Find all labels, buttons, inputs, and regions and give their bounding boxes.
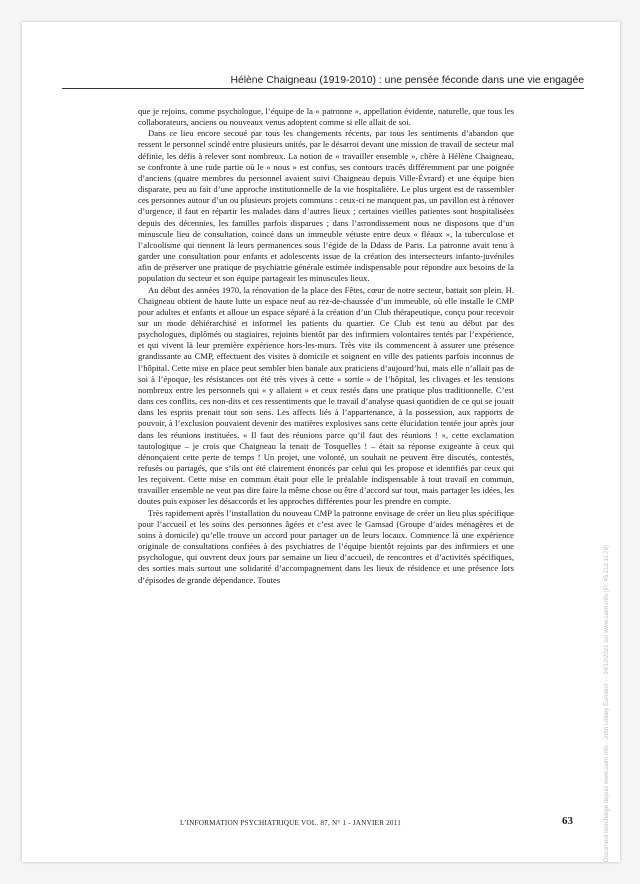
running-header: Hélène Chaigneau (1919-2010) : une pensée féconde dans une vie engagée xyxy=(62,75,584,89)
article-body xyxy=(138,106,514,586)
paragraph: Dans ce lieu encore secoué par tous les changements récents, par tous les sentiments d’abandon que ressent le personnel scindé entre plusieurs unités, par le désarroi devant une mission de travail de secteur mal définie, les défis à relever sont nombreux. La notion de « travailler ensemble », chère à Hélène Chaigneau, se confronte à une rude partie où le « nous » est confus, ses contours tracés différemment par une poignée d’anciens (quatre membres du personnel avaient suivi Chaigneau depuis Ville-Évrard) et une équipe bien disparate, peu au fait d’une approche institutionnelle de la vie hospitalière. Le plus urgent est de rassembler ces personnes autour d’un ou plusieurs projets communs : ceux-ci ne manquent pas, un pavillon est à rénover d’urgence, il faut en répartir les malades dans d’autres lieux ; certaines vieilles patientes sont hospitalisées depuis des décennies, les familles parfois disparues ; dans l’arrondissement nous ne disposons que d’un minuscule lieu de consultation, coincé dans un immeuble vétuste entre deux « fléaux », la tuberculose et l’alcoolisme qui tiennent là leurs permanences sous l’égide de la Ddass de Paris. La patronne avait tenu à garder une consultation pour enfants et adolescents issue de la création des intersecteurs infanto-juvéniles afin de préserver une pratique de psychiatrie générale estimée indispensable pour répondre aux besoins de la population du secteur et son équipe partageait les minuscules lieux. xyxy=(138,128,514,284)
document-page xyxy=(22,22,620,862)
page-number: 63 xyxy=(562,815,573,827)
paragraph: Très rapidement après l’installation du nouveau CMP la patronne envisage de créer un lieu plus spécifique pour l’accueil et les soins des personnes âgées et c’est avec le Gamsad (Groupe d’aides ménagères et de soins à domicile) qu’elle trouve un accord pour partager un de leurs locaux. Commence là une expérience originale de consultations confiées à des psychiatres de l’équipe bientôt rejoints par des infirmiers et une psychologue, qui ouvrent deux jours par semaine un lieu d’accueil, de rencontres et d’activités spécifiques, des sorties mais surtout une solidarité d’accompagnement dans les lieux de résidence et une présence lors d’épisodes de grande dépendance. Toutes xyxy=(138,507,514,585)
download-watermark: Document téléchargé depuis www.cairn.info - John Libbey Eurotext - - 24/10/2021 sur www.cairn.info (IP: 45.212.11.79) xyxy=(604,544,610,862)
paragraph-continuation: que je rejoins, comme psychologue, l’équipe de la « patronne », appellation évidente, naturelle, que tous les collaborateurs, anciens ou nouveaux venus adoptent comme si elle allait de soi. xyxy=(138,106,514,128)
journal-footer: L’INFORMATION PSYCHIATRIQUE VOL. 87, N° 1 - JANVIER 2011 xyxy=(180,819,402,827)
paragraph: Au début des années 1970, la rénovation de la place des Fêtes, cœur de notre secteur, battait son plein. H. Chaigneau obtient de haute lutte un espace neuf au rez-de-chaussée d’un immeuble, où elle installe le CMP pour adultes et enfants et alloue un espace séparé à la création d’un Club thérapeutique, conçu pour recevoir sur un mode déhiérarchisé et informel les patients du quartier. Ce Club est tenu au début par des psychologues, diplômés ou stagiaires, rejoints bientôt par des infirmiers volontaires tentés par l’expérience, et qui vivent là leur première expérience hors-les-murs. Très vite ils commencent à assurer une présence grandissante au CMP, effectuent des visites à domicile et soignent en ville des patients parfois inconnus de l’hôpital. Cette mise en place peut sembler bien banale aux praticiens d’aujourd’hui, mais elle n’allait pas de soi à l’époque, les résistances ont été très vives à cette « sortie » de l’hôpital, les clivages et les tensions nombreux entre les personnels qui « y allaient » et ceux restés dans une pratique plus traditionnelle. C’est dans ces conflits, ces non-dits et ces ressentiments que le travail d’analyse quasi quotidien de ce qui se jouait dans les esprits prenait tout son sens. Les affects liés à l’appartenance, à la possession, aux rapports de pouvoir, à l’exclusion pouvaient devenir des matières explosives sans cette élucidation tentée jour après jour dans les réunions instituées. « Il faut des réunions parce qu’il faut des réunions ! », cette exclamation tautologique – je crois que Chaigneau la tenait de Tosquelles ! – était sa réponse exigeante à ceux qui dénonçaient cette perte de temps ! Un projet, une volonté, un souhait ne peuvent être discutés, contestés, refusés ou partagés, que s’ils ont été clairement énoncés par celui qui les propose et identifiés par ceux qui les reçoivent. Cette mise en commun était pour elle le préalable indispensable à tout travail en commun, travailler ensemble ne veut pas dire faire la même chose ou être d’accord sur tout, mais partager les idées, les doutes puis exposer les désaccords et les approches différentes pour les prendre en compte. xyxy=(138,284,514,507)
